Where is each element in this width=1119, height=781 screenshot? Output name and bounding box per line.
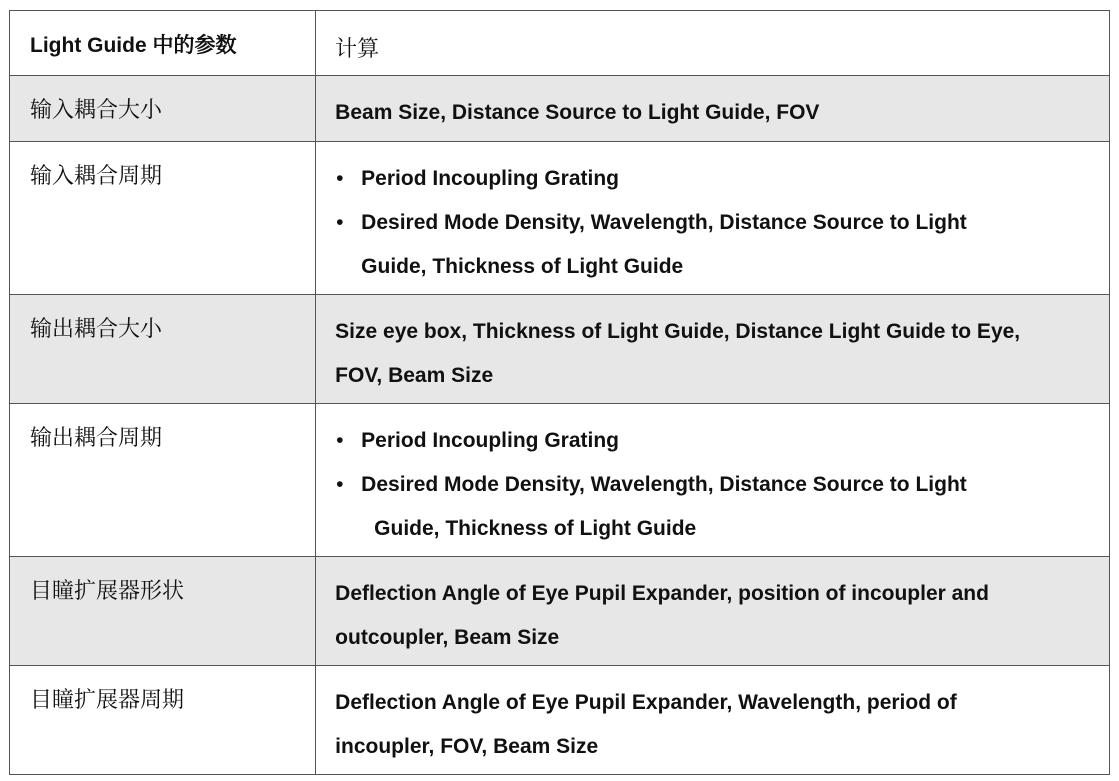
table-header-row bbox=[10, 11, 1110, 76]
param-cell bbox=[10, 76, 316, 142]
calc-text: Beam Size, Distance Source to Light Guide, FOV bbox=[335, 101, 820, 124]
list-item bbox=[335, 201, 1079, 289]
header-parameter-label: Light Guide 中的参数 bbox=[30, 34, 237, 57]
calc-bullet-list bbox=[335, 157, 1079, 289]
calc-line: Size eye box, Thickness of Light Guide, Distance Light Guide to Eye, bbox=[335, 320, 1021, 343]
calc-line: Deflection Angle of Eye Pupil Expander, position of incoupler and bbox=[335, 582, 989, 605]
param-label: 输入耦合大小 bbox=[30, 98, 163, 123]
param-cell bbox=[10, 295, 316, 404]
calc-cell bbox=[316, 666, 1110, 775]
calc-line: outcoupler, Beam Size bbox=[335, 626, 560, 649]
calc-cell bbox=[316, 76, 1110, 142]
list-item: • Period Incoupling Grating bbox=[335, 157, 1079, 201]
calc-cell bbox=[316, 404, 1110, 557]
calc-cell bbox=[316, 142, 1110, 295]
calc-line: FOV, Beam Size bbox=[335, 364, 494, 387]
param-label: 输入耦合周期 bbox=[30, 164, 163, 189]
calc-cell bbox=[316, 557, 1110, 666]
table-row bbox=[10, 76, 1110, 142]
param-cell bbox=[10, 557, 316, 666]
param-cell bbox=[10, 142, 316, 295]
calc-line: incoupler, FOV, Beam Size bbox=[335, 735, 599, 758]
calc-cell bbox=[316, 295, 1110, 404]
list-item: • Period Incoupling Grating bbox=[335, 419, 1079, 463]
param-label: 目瞳扩展器周期 bbox=[30, 688, 185, 713]
param-cell bbox=[10, 666, 316, 775]
header-calculation-label: 计算 bbox=[335, 37, 380, 62]
calc-bullet-list bbox=[335, 419, 1079, 551]
param-label: 输出耦合大小 bbox=[30, 317, 163, 342]
param-label: 目瞳扩展器形状 bbox=[30, 579, 185, 604]
list-item-continuation: Guide, Thickness of Light Guide bbox=[361, 255, 684, 278]
table-row bbox=[10, 142, 1110, 295]
list-item-text: Desired Mode Density, Wavelength, Distance Source to Light bbox=[361, 473, 967, 496]
list-item-continuation: Guide, Thickness of Light Guide bbox=[374, 517, 697, 540]
calc-line: Deflection Angle of Eye Pupil Expander, Wavelength, period of bbox=[335, 691, 957, 714]
table-row bbox=[10, 557, 1110, 666]
parameter-table bbox=[9, 10, 1110, 775]
param-label: 输出耦合周期 bbox=[30, 426, 163, 451]
table-row bbox=[10, 295, 1110, 404]
table-row bbox=[10, 666, 1110, 775]
table-row bbox=[10, 404, 1110, 557]
header-cell-calculation bbox=[316, 11, 1110, 76]
list-item bbox=[335, 463, 1079, 551]
list-item-text: Desired Mode Density, Wavelength, Distance Source to Light bbox=[361, 211, 967, 234]
param-cell bbox=[10, 404, 316, 557]
header-cell-parameter bbox=[10, 11, 316, 76]
